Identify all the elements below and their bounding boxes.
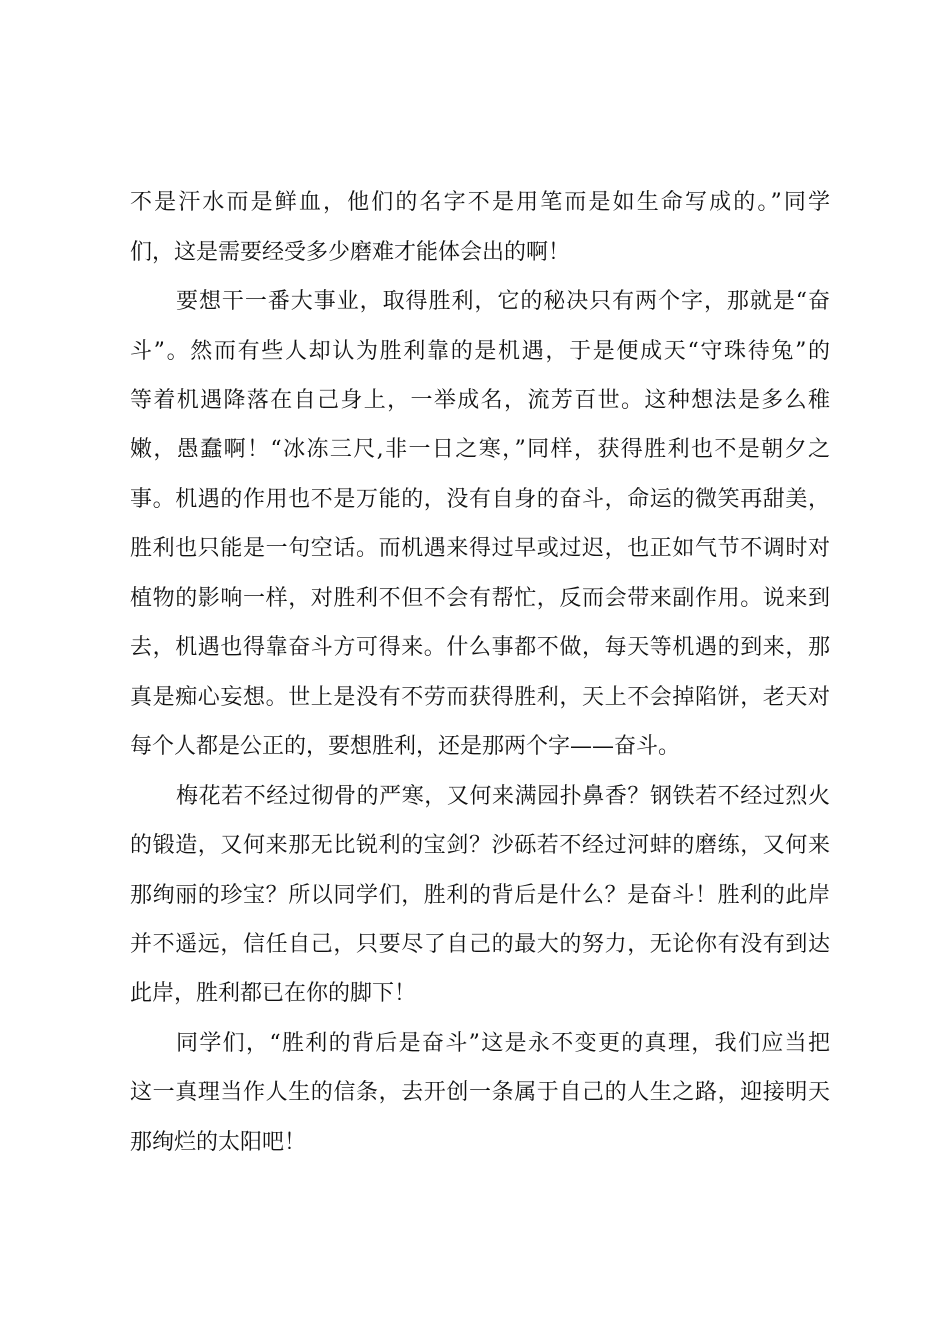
paragraph-2-line-8: 去，机遇也得靠奋斗方可得来。什么事都不做，每天等机遇的到来，那 [130, 635, 830, 660]
paragraph-2-line-9: 真是痴心妄想。世上是没有不劳而获得胜利，天上不会掉陷饼，老天对 [130, 685, 830, 710]
paragraph-1-line-2: 们，这是需要经受多少磨难才能体会出的啊！ [130, 240, 571, 265]
paragraph-3-line-5: 此岸，胜利都已在你的脚下！ [130, 981, 417, 1006]
paragraph-3-line-1: 梅花若不经过彻骨的严寒，又何来满园扑鼻香？钢铁若不经过烈火 [176, 784, 830, 809]
paragraph-2-line-7: 植物的影响一样，对胜利不但不会有帮忙，反而会带来副作用。说来到 [130, 586, 830, 611]
paragraph-2-line-6: 胜利也只能是一句空话。而机遇来得过早或过迟，也正如气节不调时对 [130, 536, 830, 561]
paragraph-3-line-4: 并不遥远，信任自己，只要尽了自己的最大的努力，无论你有没有到达 [130, 932, 830, 957]
paragraph-4-line-3: 那绚烂的太阳吧！ [130, 1130, 307, 1155]
paragraph-2-line-4: 嫩，愚蠢啊！“冰冻三尺,非一日之寒，”同样，获得胜利也不是朝夕之 [130, 437, 830, 462]
paragraph-2-line-5: 事。机遇的作用也不是万能的，没有自身的奋斗，命运的微笑再甜美， [130, 487, 830, 512]
paragraph-3-line-2: 的锻造，又何来那无比锐利的宝剑？沙砾若不经过河蚌的磨练，又何来 [130, 833, 830, 858]
paragraph-4-line-1: 同学们，“胜利的背后是奋斗”这是永不变更的真理，我们应当把 [176, 1031, 830, 1056]
paragraph-3-line-3: 那绚丽的珍宝？所以同学们，胜利的背后是什么？是奋斗！胜利的此岸 [130, 883, 830, 908]
paragraph-2-line-3: 等着机遇降落在自己身上，一举成名，流芳百世。这种想法是多么稚 [130, 388, 830, 413]
paragraph-4-line-2: 这一真理当作人生的信条，去开创一条属于自己的人生之路，迎接明天 [130, 1080, 830, 1105]
paragraph-1-line-1: 不是汗水而是鲜血，他们的名字不是用笔而是如生命写成的。”同学 [130, 190, 830, 215]
paragraph-2-line-2: 斗”。然而有些人却认为胜利靠的是机遇，于是便成天“守珠待兔”的 [130, 339, 830, 364]
paragraph-2-line-10: 每个人都是公正的，要想胜利，还是那两个字——奋斗。 [130, 734, 681, 759]
paragraph-2-line-1: 要想干一番大事业，取得胜利，它的秘决只有两个字，那就是“奋 [176, 289, 830, 314]
